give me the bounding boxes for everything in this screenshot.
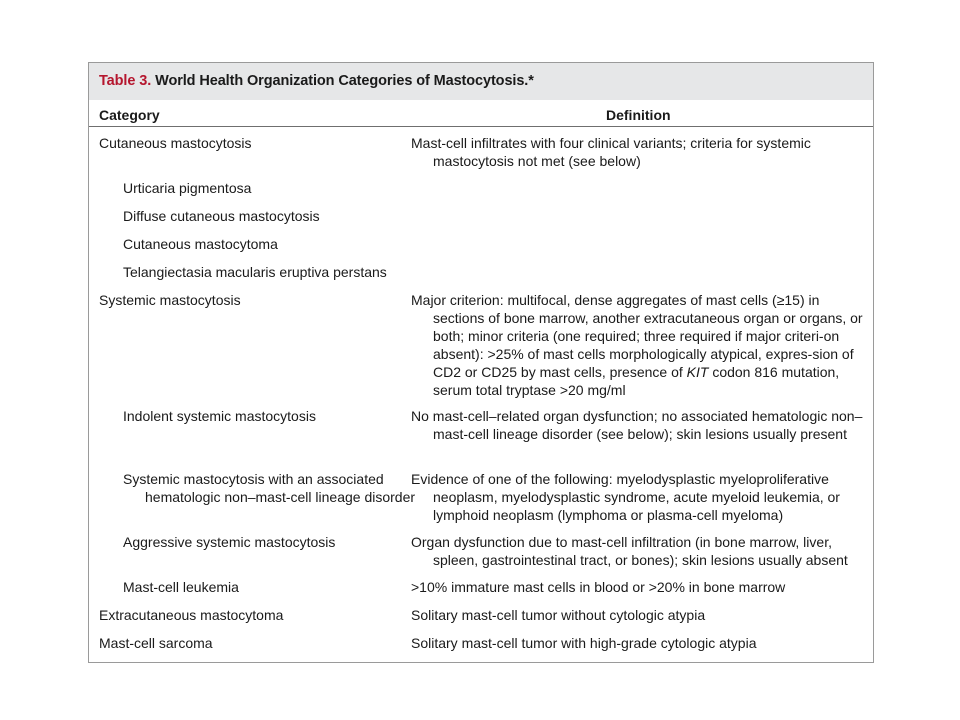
category-cell: Telangiectasia macularis eruptiva perstans (123, 264, 387, 280)
category-cell: Diffuse cutaneous mastocytosis (123, 208, 320, 224)
category-cell: Cutaneous mastocytoma (123, 236, 278, 252)
table-header-row (89, 100, 873, 127)
category-cell: Mast-cell sarcoma (99, 635, 213, 651)
category-cell: Cutaneous mastocytosis (99, 135, 252, 151)
definition-text: codon 816 mutation, serum total tryptase >20 mg/ml (433, 364, 840, 398)
definition-cell: Organ dysfunction due to mast-cell infiltration (in bone marrow, liver, spleen, gastrointestinal tract, or bones); skin lesions usually absent (411, 534, 848, 568)
column-header-definition: Definition (606, 107, 671, 123)
category-cell: Indolent systemic mastocytosis (123, 408, 316, 424)
table-title: World Health Organization Categories of Mastocytosis.* (155, 73, 534, 89)
definition-text: Major criterion: multifocal, dense aggregates of mast cells (≥15) in sections of bone marrow, another extracutaneous organ or organs, or both; minor criteria (one required; three required if major criteri-on absent): >25% of mast cells morphologically atypical, expres-sion of CD2 or CD25 by mast cells, presence of (411, 292, 863, 380)
category-cell: Urticaria pigmentosa (123, 180, 252, 196)
definition-cell: Mast-cell infiltrates with four clinical variants; criteria for systemic mastocytosis not met (see below) (411, 135, 811, 169)
category-cell: Systemic mastocytosis with an associated hematologic non–mast-cell lineage disorder (123, 471, 416, 505)
column-header-category: Category (99, 107, 160, 123)
definition-cell: No mast-cell–related organ dysfunction; no associated hematologic non–mast-cell lineage disorder (see below); skin lesions usually present (411, 408, 863, 442)
definition-cell: Solitary mast-cell tumor with high-grade cytologic atypia (411, 635, 757, 651)
category-cell: Systemic mastocytosis (99, 292, 241, 308)
category-cell: Mast-cell leukemia (123, 579, 239, 595)
definition-cell: Solitary mast-cell tumor without cytologic atypia (411, 607, 706, 623)
table-frame (88, 62, 874, 663)
definition-cell: Evidence of one of the following: myelodysplastic myeloproliferative neoplasm, myelodysplastic syndrome, acute myeloid leukemia, or lymphoid neoplasm (lymphoma or plasma-cell myeloma) (411, 471, 840, 523)
category-cell: Extracutaneous mastocytoma (99, 607, 284, 623)
definition-cell: >10% immature mast cells in blood or >20% in bone marrow (411, 579, 786, 595)
table-label: Table 3. (99, 73, 152, 89)
category-cell: Aggressive systemic mastocytosis (123, 534, 336, 550)
definition-cell (411, 291, 873, 399)
table-title-bar (89, 63, 873, 100)
definition-gene-name: KIT (686, 364, 709, 380)
